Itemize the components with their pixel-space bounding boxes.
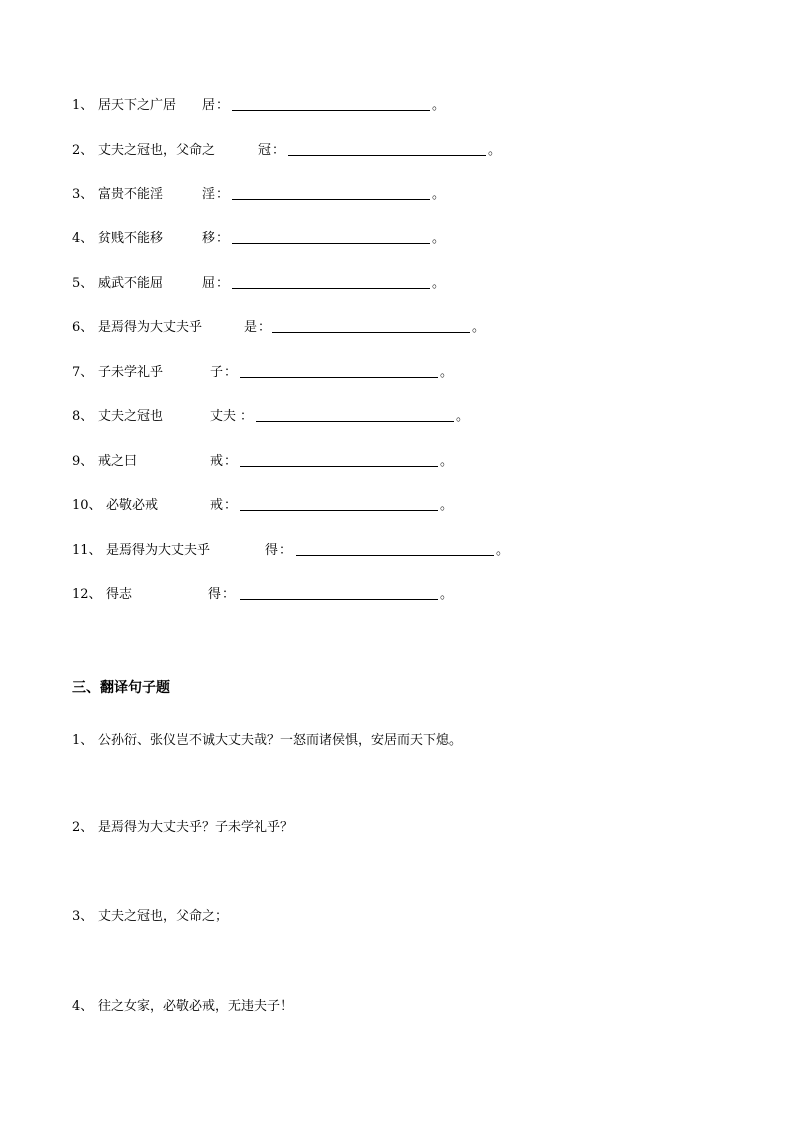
item-colon: ： — [224, 454, 238, 469]
item-period: 。 — [440, 498, 454, 513]
item-period: 。 — [496, 543, 510, 558]
item-number: 2、 — [72, 143, 94, 158]
sentence-text: 往之女家，必敬必戒，无违夫子！ — [98, 999, 294, 1014]
item-period: 。 — [472, 320, 486, 335]
sentence-text: 丈夫之冠也，父命之； — [98, 909, 229, 924]
item-target-word: 居 — [202, 98, 216, 113]
item-phrase: 戒之曰 — [98, 454, 138, 469]
item-phrase: 丈夫之冠也，父命之 — [98, 143, 216, 158]
answer-blank[interactable] — [240, 510, 438, 511]
item-number: 11、 — [72, 543, 102, 558]
answer-blank[interactable] — [232, 288, 430, 289]
item-number: 9、 — [72, 454, 94, 469]
sentence-text: 公孙衍、张仪岂不诚大丈夫哉？一怒而诸侯惧，安居而天下熄。 — [98, 733, 463, 748]
item-number: 3、 — [72, 909, 94, 924]
section-heading: 三、翻译句子题 — [72, 680, 170, 696]
item-target-word: 戒 — [210, 498, 224, 513]
answer-blank[interactable] — [272, 332, 470, 333]
item-phrase: 是焉得为大丈夫乎 — [106, 543, 211, 558]
item-target-word: 屈 — [202, 276, 216, 291]
item-target-word: 得 — [208, 587, 222, 602]
item-target-word: 丈夫 — [210, 409, 237, 424]
item-phrase: 贫贱不能移 — [98, 231, 164, 246]
item-phrase: 富贵不能淫 — [98, 187, 164, 202]
item-target-word: 淫 — [202, 187, 216, 202]
answer-blank[interactable] — [240, 466, 438, 467]
item-colon: ： — [224, 498, 238, 513]
answer-blank[interactable] — [232, 243, 430, 244]
item-colon: ： — [272, 143, 286, 158]
item-phrase: 得志 — [106, 587, 133, 602]
translation-item — [72, 817, 293, 839]
item-colon: ： — [258, 320, 272, 335]
item-phrase: 居天下之广居 — [98, 98, 177, 113]
item-period: 。 — [432, 231, 446, 246]
answer-blank[interactable] — [240, 599, 438, 600]
item-colon: ： — [216, 187, 230, 202]
item-period: 。 — [488, 143, 502, 158]
item-phrase: 是焉得为大丈夫乎 — [98, 320, 203, 335]
answer-blank[interactable] — [240, 377, 438, 378]
item-number: 12、 — [72, 587, 102, 602]
answer-blank[interactable] — [296, 555, 494, 556]
translation-item — [72, 906, 228, 928]
item-period: 。 — [432, 187, 446, 202]
item-phrase: 丈夫之冠也 — [98, 409, 164, 424]
translation-item — [72, 730, 462, 752]
item-number: 1、 — [72, 98, 94, 113]
answer-blank[interactable] — [232, 110, 430, 111]
item-number: 10、 — [72, 498, 102, 513]
answer-blank[interactable] — [288, 155, 486, 156]
item-period: 。 — [456, 409, 470, 424]
item-target-word: 冠 — [258, 143, 272, 158]
item-period: 。 — [432, 276, 446, 291]
item-colon: ： — [216, 98, 230, 113]
item-number: 6、 — [72, 320, 94, 335]
item-period: 。 — [440, 365, 454, 380]
item-period: 。 — [440, 454, 454, 469]
item-target-word: 戒 — [210, 454, 224, 469]
item-colon: ： — [216, 276, 230, 291]
item-target-word: 是 — [244, 320, 258, 335]
item-number: 3、 — [72, 187, 94, 202]
item-target-word: 移 — [202, 231, 216, 246]
item-number: 1、 — [72, 733, 94, 748]
item-target-word: 子 — [210, 365, 224, 380]
item-colon: ： — [240, 409, 254, 424]
item-number: 5、 — [72, 276, 94, 291]
item-colon: ： — [224, 365, 238, 380]
sentence-text: 是焉得为大丈夫乎？子未学礼乎？ — [98, 820, 294, 835]
item-phrase: 子未学礼乎 — [98, 365, 164, 380]
item-number: 8、 — [72, 409, 94, 424]
translation-item — [72, 996, 293, 1018]
item-colon: ： — [216, 231, 230, 246]
answer-blank[interactable] — [256, 421, 454, 422]
item-colon: ： — [279, 543, 293, 558]
item-phrase: 必敬必戒 — [106, 498, 159, 513]
item-period: 。 — [432, 98, 446, 113]
answer-blank[interactable] — [232, 199, 430, 200]
item-number: 4、 — [72, 231, 94, 246]
item-colon: ： — [222, 587, 236, 602]
item-target-word: 得 — [265, 543, 279, 558]
item-number: 7、 — [72, 365, 94, 380]
item-period: 。 — [440, 587, 454, 602]
item-phrase: 威武不能屈 — [98, 276, 164, 291]
item-number: 2、 — [72, 820, 94, 835]
item-number: 4、 — [72, 999, 94, 1014]
